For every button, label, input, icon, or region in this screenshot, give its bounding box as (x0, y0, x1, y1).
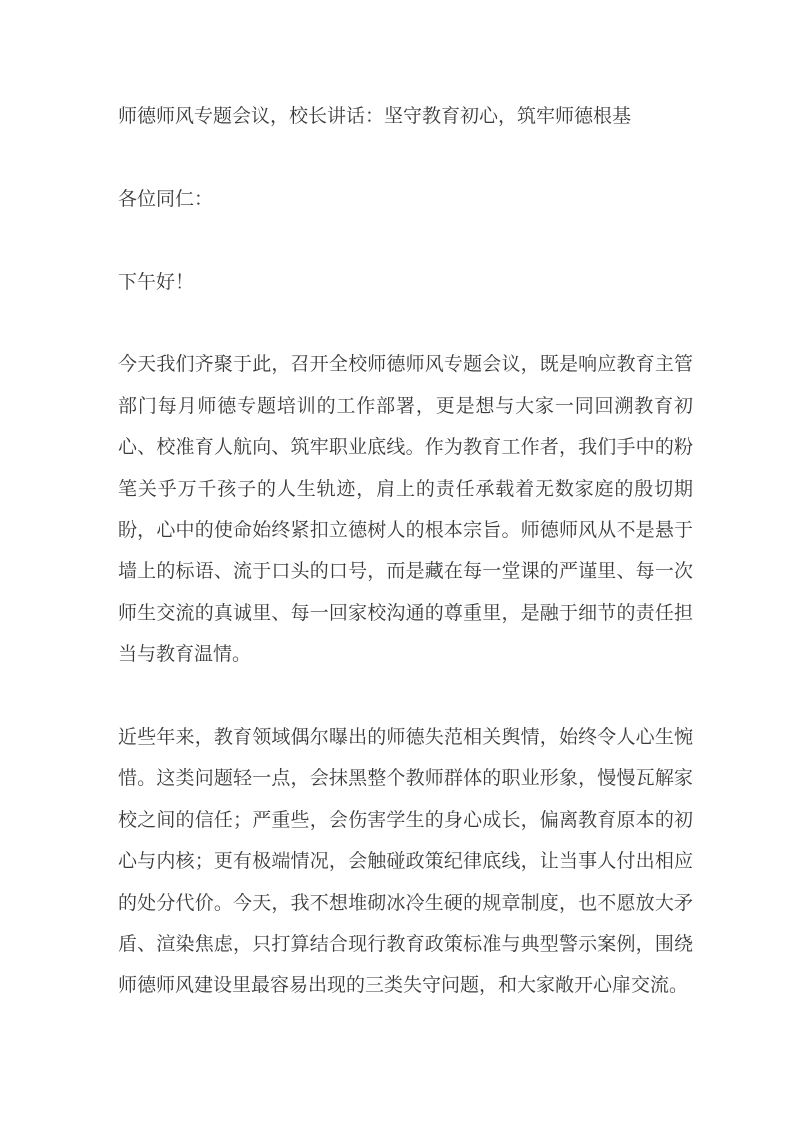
document-content (118, 96, 693, 1007)
greeting-line: 下午好！ (118, 271, 195, 293)
document-title: 师德师风专题会议，校长讲话：坚守教育初心，筑牢师德根基 (118, 106, 632, 127)
body-paragraph-2: 近些年来，教育领域偶尔曝出的师德失范相关舆情，始终令人心生惋惜。这类问题轻一点，会抹黑整个教师群体的职业形象，慢慢瓦解家校之间的信任；严重些，会伤害学生的身心成长，偏离教育原本的初心与内核；更有极端情况，会触碰政策纪律底线，让当事人付出相应的处分代价。今天，我不想堆砌冰冷生硬的规章制度，也不愿放大矛盾、渲染焦虑，只打算结合现行教育政策标准与典型警示案例，围绕师德师风建设里最容易出现的三类失守问题，和大家敞开心扉交流。 (118, 727, 693, 997)
body-paragraph-1: 今天我们齐聚于此，召开全校师德师风专题会议，既是响应教育主管部门每月师德专题培训的工作部署，更是想与大家一同回溯教育初心、校准育人航向、筑牢职业底线。作为教育工作者，我们手中的粉笔关乎万千孩子的人生轨迹，肩上的责任承载着无数家庭的殷切期盼，心中的使命始终紧扣立德树人的根本宗旨。师德师风从不是悬于墙上的标语、流于口头的口号，而是藏在每一堂课的严谨里、每一次师生交流的真诚里、每一回家校沟通的尊重里，是融于细节的责任担当与教育温情。 (118, 354, 693, 666)
salutation-line: 各位同仁： (118, 188, 214, 210)
